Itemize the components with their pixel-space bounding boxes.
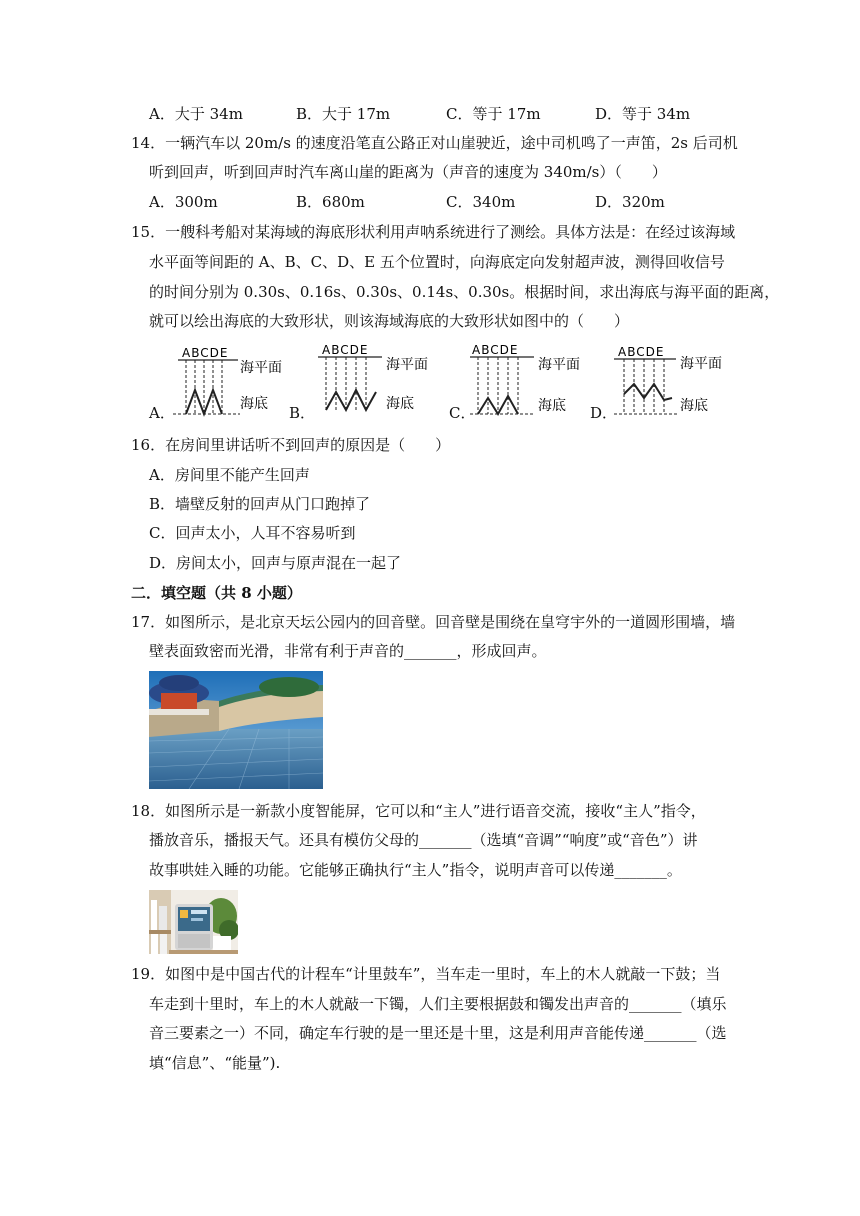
section-2-title: 二．填空题（共 8 小题）	[131, 584, 302, 602]
q14-option-a: A．300m	[149, 193, 218, 211]
q16-option-c: C．回声太小，人耳不容易听到	[149, 524, 356, 542]
q15-stem-line-3: 的时间分别为 0.30s、0.16s、0.30s、0.14s、0.30s。根据时间，求出海底与海平面的距离，	[149, 283, 780, 301]
sea-floor-label: 海底	[538, 398, 566, 414]
q13-option-a: A．大于 34m	[149, 105, 243, 123]
q15-option-b-label: B．	[289, 404, 316, 422]
q16-option-a: A．房间里不能产生回声	[149, 466, 310, 484]
q15-stem-line-4: 就可以绘出海底的大致形状，则该海域海底的大致形状如图中的（ ）	[149, 312, 630, 330]
q13-option-c: C．等于 17m	[446, 105, 541, 123]
q14-stem-line-1: 14．一辆汽车以 20m/s 的速度沿笔直公路正对山崖驶近，途中司机鸣了一声笛，2s 后司机	[131, 134, 738, 152]
q14-option-d: D．320m	[595, 193, 665, 211]
q13-option-d: D．等于 34m	[595, 105, 691, 123]
q16-stem: 16．在房间里讲话听不到回声的原因是（ ）	[131, 436, 451, 454]
q15-diagram-d	[612, 342, 736, 418]
q15-option-a-label: A．	[149, 404, 175, 422]
q19-stem-line-2: 车走到十里时，车上的木人就敲一下镯，人们主要根据鼓和镯发出声音的_______（填乐	[149, 995, 727, 1013]
q14-option-c: C．340m	[446, 193, 516, 211]
q15-stem-line-2: 水平面等间距的 A、B、C、D、E 五个位置时，向海底定向发射超声波，测得回收信号	[149, 253, 725, 271]
q15-diagram-c	[468, 340, 594, 418]
diagram-letters: ABCDE	[182, 346, 229, 360]
q18-stem-line-3: 故事哄娃入睡的功能。它能够正确执行“主人”指令，说明声音可以传递_______。	[149, 861, 682, 879]
q17-stem-line-1: 17．如图所示，是北京天坛公园内的回音壁。回音壁是围绕在皇穹宇外的一道圆形围墙，墙	[131, 613, 736, 631]
q19-stem-line-4: 填“信息”、“能量”).	[149, 1054, 281, 1072]
q15-diagram-a	[168, 342, 292, 418]
q13-option-b: B．大于 17m	[296, 105, 391, 123]
smart-screen-photo	[149, 890, 238, 954]
q15-stem-line-1: 15．一艘科考船对某海域的海底形状利用声呐系统进行了测绘。具体方法是：在经过该海域	[131, 223, 736, 241]
q14-option-b: B．680m	[296, 193, 365, 211]
q15-diagram-b	[312, 340, 438, 416]
sea-floor-label: 海底	[240, 396, 268, 412]
q16-option-d: D．房间太小，回声与原声混在一起了	[149, 554, 402, 572]
q19-stem-line-1: 19．如图中是中国古代的计程车“计里鼓车”，当车走一里时，车上的木人就敲一下鼓；当	[131, 965, 721, 983]
sea-floor-label: 海底	[386, 396, 414, 412]
sea-surface-label: 海平面	[240, 360, 282, 376]
q18-stem-line-2: 播放音乐，播报天气。还具有模仿父母的_______（选填“音调”“响度”或“音色”）讲	[149, 831, 698, 849]
diagram-letters: ABCDE	[618, 345, 665, 359]
q17-stem-line-2: 壁表面致密而光滑，非常有利于声音的_______，形成回声。	[149, 642, 547, 660]
q19-stem-line-3: 音三要素之一）不同，确定车行驶的是一里还是十里，这是利用声音能传递_______（选	[149, 1024, 727, 1042]
diagram-letters: ABCDE	[322, 343, 369, 357]
q16-option-b: B．墙壁反射的回声从门口跑掉了	[149, 495, 371, 513]
echo-wall-photo	[149, 671, 323, 789]
diagram-letters: ABCDE	[472, 343, 519, 357]
sea-surface-label: 海平面	[386, 357, 428, 373]
sea-surface-label: 海平面	[680, 356, 722, 372]
q15-option-d-label: D．	[590, 404, 618, 422]
q15-option-c-label: C．	[449, 404, 476, 422]
sea-surface-label: 海平面	[538, 357, 580, 373]
sea-floor-label: 海底	[680, 398, 708, 414]
q14-stem-line-2: 听到回声，听到回声时汽车离山崖的距离为（声音的速度为 340m/s）（ ）	[149, 163, 667, 181]
q18-stem-line-1: 18．如图所示是一新款小度智能屏，它可以和“主人”进行语音交流，接收“主人”指令，	[131, 802, 706, 820]
